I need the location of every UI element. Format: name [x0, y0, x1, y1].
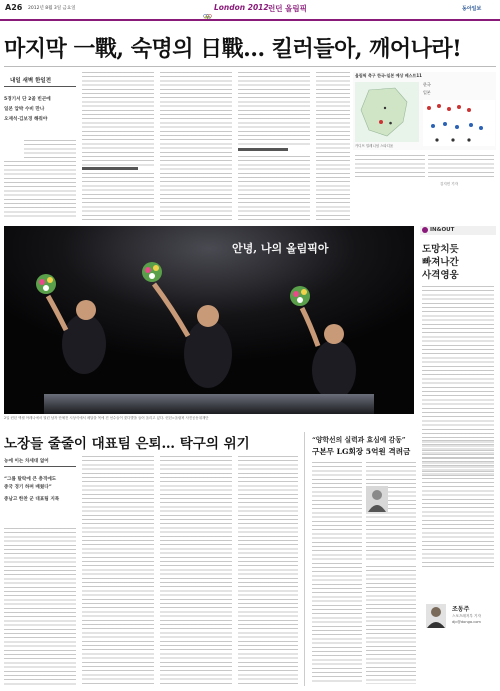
byline-email: djc@donga.com	[452, 620, 481, 624]
pitch-map	[355, 82, 419, 142]
bottom-col3	[160, 456, 232, 686]
byline-role: 스포츠레저부 기자	[452, 614, 481, 618]
in-out-title-2: 빠져나간	[422, 257, 459, 268]
bottom-line-1: 농에 이는 차세대 없어	[4, 459, 49, 464]
drop-cap-box	[4, 140, 24, 158]
right-story-quote: “양학선의 실력과 효심에 감동”	[312, 436, 406, 444]
schedule-box	[4, 72, 76, 134]
right-story	[310, 432, 416, 686]
photo-caption: 2일 런던 엑셀 아레나에서 열린 남자 단체전 시상식에서 메달을 목에 건 선수들이 꽃다발을 들어 올리고 있다. 런던=올림픽 사진공동취재단	[4, 416, 209, 420]
bottom-line-2: “그룹 탈락에 큰 충격에도	[4, 477, 57, 482]
formation-team-right: 일본	[423, 90, 431, 95]
right-story-headline: 구본무 LG회장 5억원 격려금	[312, 447, 411, 456]
schedule-line-2: 일본 압박 수비 만나	[4, 107, 45, 112]
right-story-body-1	[312, 462, 362, 684]
in-out-title-1: 도망치듯	[422, 244, 459, 255]
map-caption-text	[355, 155, 425, 179]
players-formation	[423, 100, 495, 146]
right-story-body-3	[366, 566, 416, 684]
masthead-section: 런던 올림픽	[268, 4, 307, 13]
map-caption-text-2	[428, 155, 494, 179]
reporter-photo	[426, 604, 446, 628]
body-text-col3	[160, 72, 232, 222]
byline-name: 조동주	[452, 606, 470, 613]
formation-team-left: 한국	[423, 82, 431, 87]
executive-portrait	[366, 486, 388, 512]
bottom-line-3: 중국 경기 하며 배웠다”	[4, 485, 52, 490]
bottom-headline: 노장들 줄줄이 대표팀 은퇴… 탁구의 위기	[4, 436, 250, 452]
in-out-label: IN&OUT	[430, 227, 455, 233]
in-out-column	[420, 226, 496, 431]
page-number: A26	[5, 3, 23, 12]
byline-box	[422, 600, 494, 680]
bottom-summary-box	[4, 456, 76, 526]
right-story-body-2	[366, 462, 416, 562]
formation-graphic	[353, 72, 496, 150]
main-headline: 마지막 一戰, 숙명의 日戰… 킬러들아, 깨어나라!	[4, 36, 462, 62]
photo-title: 안녕, 나의 올림픽아	[232, 242, 329, 255]
map-credit: 김지민 기자	[440, 182, 459, 186]
subhead-marker-2-bar	[82, 167, 138, 170]
subhead-marker-bar	[238, 148, 288, 151]
olympic-rings-icon	[203, 5, 212, 11]
paper-logo: 동아일보	[462, 6, 482, 12]
in-out-icon	[422, 227, 428, 233]
schedule-divider	[4, 86, 76, 87]
body-text-col2	[82, 72, 154, 222]
formation-title: 올림픽 축구 한국-일본 예상 베스트11	[355, 73, 422, 78]
bottom-col2	[82, 456, 154, 686]
schedule-title: 내일 새벽 한일전	[10, 78, 52, 84]
medal-photo	[4, 226, 414, 414]
bottom-divider	[4, 466, 76, 467]
schedule-line-1: 5경기서 단 2골 빈곤에	[4, 97, 51, 102]
svg-text:●: ●	[389, 121, 393, 125]
in-out-body-cont	[422, 440, 494, 570]
masthead-event: London 2012	[214, 3, 269, 12]
body-text-col5	[316, 72, 350, 222]
masthead	[0, 0, 500, 22]
masthead-rule	[0, 19, 500, 21]
in-out-title-3: 사격영웅	[422, 270, 459, 281]
masthead-date: 2012년 8월 3일 금요일	[28, 6, 76, 11]
headline-rule	[4, 66, 496, 67]
bottom-col4	[238, 456, 298, 686]
formation-venue: 카디프 밀레니엄 스타디움	[355, 144, 394, 148]
bottom-col1-body	[4, 528, 76, 686]
column-rule	[304, 432, 305, 686]
bottom-line-4: 중남고 한찬 군 대표팀 지목	[4, 497, 60, 502]
ceremony-image	[4, 226, 414, 414]
schedule-line-3: 오재석·김보경 해줘야	[4, 117, 48, 122]
